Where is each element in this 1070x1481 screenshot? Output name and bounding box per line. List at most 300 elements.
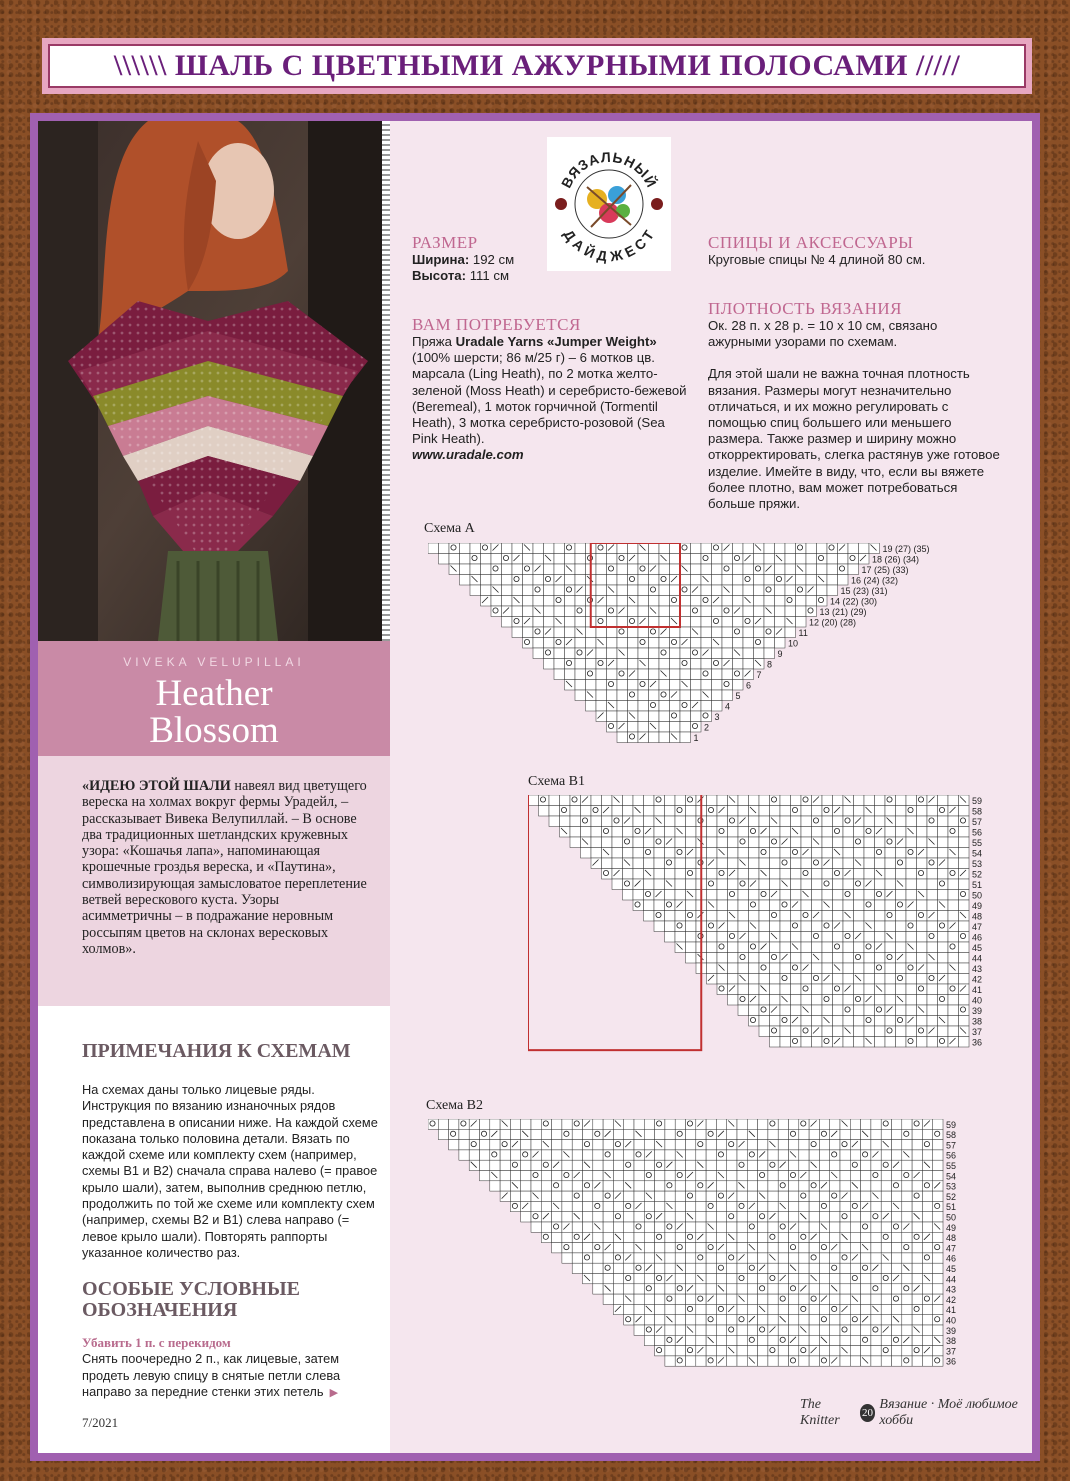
chart-cell: [649, 627, 660, 638]
chart-cell: [670, 543, 681, 554]
chart-cell: [575, 543, 586, 554]
chart-cell: [737, 1119, 747, 1129]
chart-cell: [778, 1356, 788, 1366]
chart-cell: [809, 1150, 819, 1160]
chart-cell: [833, 816, 844, 827]
chart-cell: [438, 1119, 448, 1129]
chart-cell: [617, 596, 628, 607]
chart-cell: [706, 1356, 716, 1366]
chart-cell: [634, 1160, 644, 1170]
chart-cell: [701, 554, 712, 565]
chart-cell: [747, 1274, 757, 1284]
chart-cell: [948, 806, 959, 817]
chart-cell: [861, 1150, 871, 1160]
chart-b2-label: Схема B2: [426, 1098, 484, 1113]
chart-cell: [875, 816, 886, 827]
chart-cell: [583, 1201, 593, 1211]
chart-cell: [696, 1150, 706, 1160]
chart-cell: [512, 554, 523, 565]
chart-cell: [706, 1150, 716, 1160]
chart-cell: [644, 1315, 654, 1325]
chart-cell: [727, 1181, 737, 1191]
chart-cell: [838, 564, 849, 575]
chart-cell: [749, 984, 760, 995]
chart-cell: [743, 638, 754, 649]
chart-cell: [881, 1243, 891, 1253]
chart-cell: [712, 701, 723, 712]
chart-cell: [799, 1243, 809, 1253]
chart-cell: [738, 953, 749, 964]
chart-cell: [896, 858, 907, 869]
chart-cell: [696, 1201, 706, 1211]
chart-cell: [638, 711, 649, 722]
chart-cell: [707, 879, 718, 890]
chart-cell: [906, 953, 917, 964]
chart-cell: [759, 816, 770, 827]
chart-cell: [624, 1160, 634, 1170]
chart-cell: [759, 806, 770, 817]
chart-cell: [885, 1005, 896, 1016]
chart-cell: [728, 942, 739, 953]
chart-cell: [885, 890, 896, 901]
chart-cell: [565, 575, 576, 586]
chart-cell: [638, 554, 649, 565]
chart-cell: [881, 1212, 891, 1222]
row-number: 47: [946, 1243, 957, 1254]
chart-cell: [933, 1304, 943, 1314]
chart-cell: [560, 816, 571, 827]
chart-cell: [791, 858, 802, 869]
chart-cell: [531, 1160, 541, 1170]
chart-cell: [680, 732, 691, 743]
chart-cell: [675, 837, 686, 848]
chart-cell: [533, 648, 544, 659]
chart-cell: [770, 879, 781, 890]
chart-cell: [617, 680, 628, 691]
row-number: 56: [972, 827, 983, 838]
chart-cell: [819, 1171, 829, 1181]
chart-cell: [917, 995, 928, 1006]
chart-cell: [764, 575, 775, 586]
chart-cell: [775, 564, 786, 575]
chart-cell: [902, 1201, 912, 1211]
chart-cell: [670, 648, 681, 659]
chart-cell: [586, 638, 597, 649]
chart-cell: [644, 1150, 654, 1160]
chart-cell: [628, 543, 639, 554]
chart-cell: [768, 1294, 778, 1304]
chart-cell: [791, 900, 802, 911]
chart-cell: [833, 900, 844, 911]
chart-cell: [686, 911, 697, 922]
size-block: [412, 234, 682, 284]
chart-cell: [591, 806, 602, 817]
chart-cell: [812, 1016, 823, 1027]
chart-cell: [758, 1284, 768, 1294]
chart-cell: [634, 1315, 644, 1325]
chart-cell: [912, 1243, 922, 1253]
chart-cell: [759, 1005, 770, 1016]
row-number: 16 (24) (32): [851, 575, 899, 586]
chart-cell: [830, 1294, 840, 1304]
chart-cell: [912, 1201, 922, 1211]
chart-cell: [881, 1284, 891, 1294]
chart-cell: [896, 953, 907, 964]
needles-block: [708, 234, 1008, 268]
chart-cell: [833, 837, 844, 848]
chart-cell: [861, 1181, 871, 1191]
chart-cell: [722, 596, 733, 607]
chart-cell: [691, 554, 702, 565]
chart-cell: [758, 1356, 768, 1366]
chart-cell: [906, 900, 917, 911]
chart-cell: [768, 1222, 778, 1232]
chart-cell: [531, 1140, 541, 1150]
chart-cell: [602, 858, 613, 869]
chart-cell: [791, 837, 802, 848]
chart-cell: [554, 554, 565, 565]
chart-cell: [881, 1181, 891, 1191]
row-number: 7: [756, 670, 762, 680]
chart-cell: [523, 627, 534, 638]
chart-cell: [686, 1284, 696, 1294]
chart-cell: [675, 1243, 685, 1253]
chart-cell: [933, 1263, 943, 1273]
chart-cell: [717, 921, 728, 932]
chart-cell: [607, 564, 618, 575]
chart-cell: [572, 1201, 582, 1211]
chart-cell: [572, 1263, 582, 1273]
chart-cell: [770, 1016, 781, 1027]
chart-cell: [634, 1119, 644, 1129]
chart-cell: [933, 1160, 943, 1170]
chart-cell: [480, 1129, 490, 1139]
chart-cell: [812, 858, 823, 869]
chart-cell: [892, 1160, 902, 1170]
chart-cell: [843, 806, 854, 817]
chart-cell: [696, 1222, 706, 1232]
chart-cell: [789, 1160, 799, 1170]
chart-cell: [830, 1140, 840, 1150]
chart-cell: [747, 1232, 757, 1242]
chart-cell: [912, 1284, 922, 1294]
chart-cell: [764, 585, 775, 596]
chart-cell: [586, 659, 597, 670]
chart-cell: [634, 1263, 644, 1273]
chart-cell: [624, 1232, 634, 1242]
chart-cell: [596, 575, 607, 586]
chart-cell: [799, 1129, 809, 1139]
chart-cell: [871, 1222, 881, 1232]
chart-cell: [737, 1140, 747, 1150]
chart-cell: [531, 1212, 541, 1222]
chart-cell: [712, 690, 723, 701]
chart-cell: [602, 837, 613, 848]
chart-cell: [754, 564, 765, 575]
notes-heading: ПРИМЕЧАНИЯ К СХЕМАМ: [82, 1040, 351, 1062]
chart-cell: [819, 1263, 829, 1273]
chart-cell: [758, 1274, 768, 1284]
chart-cell: [706, 1160, 716, 1170]
row-number: 13 (21) (29): [819, 607, 867, 617]
chart-cell: [654, 921, 665, 932]
chart-cell: [754, 648, 765, 659]
chart-cell: [531, 1119, 541, 1129]
chart-cell: [659, 732, 670, 743]
chart-cell: [510, 1129, 520, 1139]
chart-cell: [743, 617, 754, 628]
chart-cell: [541, 1171, 551, 1181]
chart-cell: [840, 1150, 850, 1160]
chart-cell: [922, 1243, 932, 1253]
chart-cell: [544, 648, 555, 659]
chart-cell: [819, 1232, 829, 1242]
chart-cell: [565, 669, 576, 680]
chart-cell: [906, 1037, 917, 1048]
row-number: 45: [972, 943, 983, 953]
chart-cell: [638, 638, 649, 649]
chart-cell: [780, 858, 791, 869]
chart-cell: [737, 1129, 747, 1139]
chart-cell: [613, 1181, 623, 1191]
chart-cell: [948, 795, 959, 806]
chart-cell: [817, 543, 828, 554]
chart-cell: [959, 1037, 970, 1048]
chart-cell: [896, 806, 907, 817]
chart-cell: [655, 1243, 665, 1253]
chart-cell: [624, 1212, 634, 1222]
chart-cell: [593, 1171, 603, 1181]
chart-cell: [775, 617, 786, 628]
chart-cell: [572, 1191, 582, 1201]
chart-cell: [686, 1294, 696, 1304]
chart-cell: [649, 732, 660, 743]
chart-cell: [565, 543, 576, 554]
chart-cell: [850, 1119, 860, 1129]
chart-cell: [819, 1140, 829, 1150]
chart-cell: [738, 984, 749, 995]
chart-cell: [768, 1160, 778, 1170]
chart-cell: [854, 900, 865, 911]
chart-cell: [959, 816, 970, 827]
chart-cell: [789, 1201, 799, 1211]
chart-cell: [892, 1129, 902, 1139]
chart-cell: [613, 1253, 623, 1263]
chart-cell: [649, 680, 660, 691]
chart-cell: [733, 627, 744, 638]
chart-cell: [491, 606, 502, 617]
chart-cell: [799, 1232, 809, 1242]
chart-cell: [544, 617, 555, 628]
chart-cell: [822, 984, 833, 995]
chart-cell: [696, 1315, 706, 1325]
chart-cell: [902, 1119, 912, 1129]
materials-pre: Пряжа: [412, 334, 456, 349]
chart-cell: [830, 1160, 840, 1170]
chart-cell: [768, 1263, 778, 1273]
chart-cell: [743, 585, 754, 596]
intro-lead: «ИДЕЮ ЭТОЙ ШАЛИ: [82, 778, 231, 794]
chart-cell: [850, 1356, 860, 1366]
chart-cell: [628, 732, 639, 743]
chart-cell: [833, 879, 844, 890]
chart-cell: [665, 1304, 675, 1314]
chart-cell: [565, 617, 576, 628]
chart-cell: [912, 1150, 922, 1160]
chart-cell: [840, 1335, 850, 1345]
chart-cell: [575, 659, 586, 670]
chart-cell: [617, 711, 628, 722]
chart-cell: [675, 1315, 685, 1325]
chart-cell: [675, 1201, 685, 1211]
chart-cell: [655, 1129, 665, 1139]
chart-cell: [481, 554, 492, 565]
pattern-title: [38, 675, 390, 749]
chart-cell: [701, 596, 712, 607]
chart-cell: [764, 543, 775, 554]
chart-cell: [778, 1294, 788, 1304]
materials-url[interactable]: www.uradale.com: [412, 447, 524, 463]
chart-cell: [675, 1222, 685, 1232]
chart-cell: [881, 1274, 891, 1284]
chart-cell: [602, 816, 613, 827]
chart-cell: [565, 648, 576, 659]
chart-cell: [764, 638, 775, 649]
chart-cell: [912, 1274, 922, 1284]
chart-cell: [737, 1150, 747, 1160]
chart-cell: [758, 1201, 768, 1211]
chart-cell: [544, 585, 555, 596]
chart-cell: [875, 890, 886, 901]
chart-cell: [843, 984, 854, 995]
chart-cell: [670, 564, 681, 575]
chart-cell: [875, 858, 886, 869]
chart-cell: [840, 1171, 850, 1181]
chart-cell: [959, 900, 970, 911]
chart-cell: [706, 1119, 716, 1129]
chart-cell: [680, 606, 691, 617]
chart-cell: [707, 827, 718, 838]
chart-cell: [938, 827, 949, 838]
chart-cell: [812, 1037, 823, 1048]
chart-cell: [644, 858, 655, 869]
chart-cell: [843, 963, 854, 974]
chart-cell: [633, 816, 644, 827]
chart-cell: [510, 1201, 520, 1211]
chart-cell: [892, 1243, 902, 1253]
chart-cell: [686, 921, 697, 932]
chart-cell: [906, 848, 917, 859]
chart-cell: [644, 911, 655, 922]
chart-cell: [521, 1212, 531, 1222]
chart-cell: [593, 1129, 603, 1139]
chart-cell: [843, 816, 854, 827]
chart-cell: [469, 1119, 479, 1129]
chart-cell: [716, 1294, 726, 1304]
chart-cell: [850, 1284, 860, 1294]
chart-cell: [665, 1150, 675, 1160]
chart-cell: [738, 1005, 749, 1016]
chart-cell: [607, 659, 618, 670]
chart-cell: [533, 564, 544, 575]
chart-cell: [747, 1160, 757, 1170]
chart-cell: [864, 837, 875, 848]
chart-cell: [665, 1335, 675, 1345]
chart-cell: [861, 1325, 871, 1335]
chart-cell: [628, 554, 639, 565]
chart-b1: [528, 795, 998, 1065]
chart-cell: [806, 554, 817, 565]
chart-cell: [624, 1140, 634, 1150]
chart-cell: [938, 1037, 949, 1048]
size-height-label: Высота:: [412, 268, 467, 284]
chart-cell: [459, 1119, 469, 1129]
row-number: 46: [946, 1253, 957, 1264]
chart-cell: [843, 995, 854, 1006]
chart-cell: [892, 1335, 902, 1345]
chart-cell: [780, 942, 791, 953]
chart-cell: [544, 606, 555, 617]
chart-cell: [902, 1129, 912, 1139]
row-number: 50: [946, 1212, 957, 1223]
chart-cell: [628, 606, 639, 617]
chart-cell: [948, 1026, 959, 1037]
chart-cell: [747, 1150, 757, 1160]
chart-cell: [830, 1129, 840, 1139]
chart-cell: [770, 848, 781, 859]
row-number: 17 (25) (33): [861, 565, 909, 575]
chart-cell: [892, 1232, 902, 1242]
chart-cell: [938, 848, 949, 859]
chart-cell: [933, 1356, 943, 1366]
chart-cell: [541, 1232, 551, 1242]
chart-cell: [717, 806, 728, 817]
chart-cell: [449, 1119, 459, 1129]
chart-cell: [613, 1191, 623, 1201]
chart-cell: [644, 1129, 654, 1139]
chart-cell: [775, 585, 786, 596]
chart-cell: [737, 1243, 747, 1253]
chart-cell: [570, 806, 581, 817]
chart-cell: [649, 659, 660, 670]
chart-cell: [801, 974, 812, 985]
chart-cell: [623, 879, 634, 890]
chart-cell: [512, 585, 523, 596]
chart-cell: [875, 995, 886, 1006]
chart-cell: [922, 1171, 932, 1181]
chart-cell: [754, 627, 765, 638]
chart-cell: [596, 564, 607, 575]
chart-cell: [624, 1191, 634, 1201]
chart-cell: [603, 1140, 613, 1150]
chart-cell: [749, 879, 760, 890]
chart-cell: [871, 1284, 881, 1294]
chart-cell: [754, 554, 765, 565]
chart-cell: [875, 795, 886, 806]
chart-cell: [902, 1315, 912, 1325]
chart-cell: [706, 1263, 716, 1273]
chart-cell: [628, 722, 639, 733]
chart-cell: [706, 1294, 716, 1304]
chart-cell: [922, 1150, 932, 1160]
chart-cell: [871, 1335, 881, 1345]
chart-cell: [927, 890, 938, 901]
chart-cell: [607, 711, 618, 722]
chart-cell: [502, 585, 513, 596]
chart-cell: [768, 1346, 778, 1356]
chart-cell: [613, 1304, 623, 1314]
chart-cell: [799, 1119, 809, 1129]
